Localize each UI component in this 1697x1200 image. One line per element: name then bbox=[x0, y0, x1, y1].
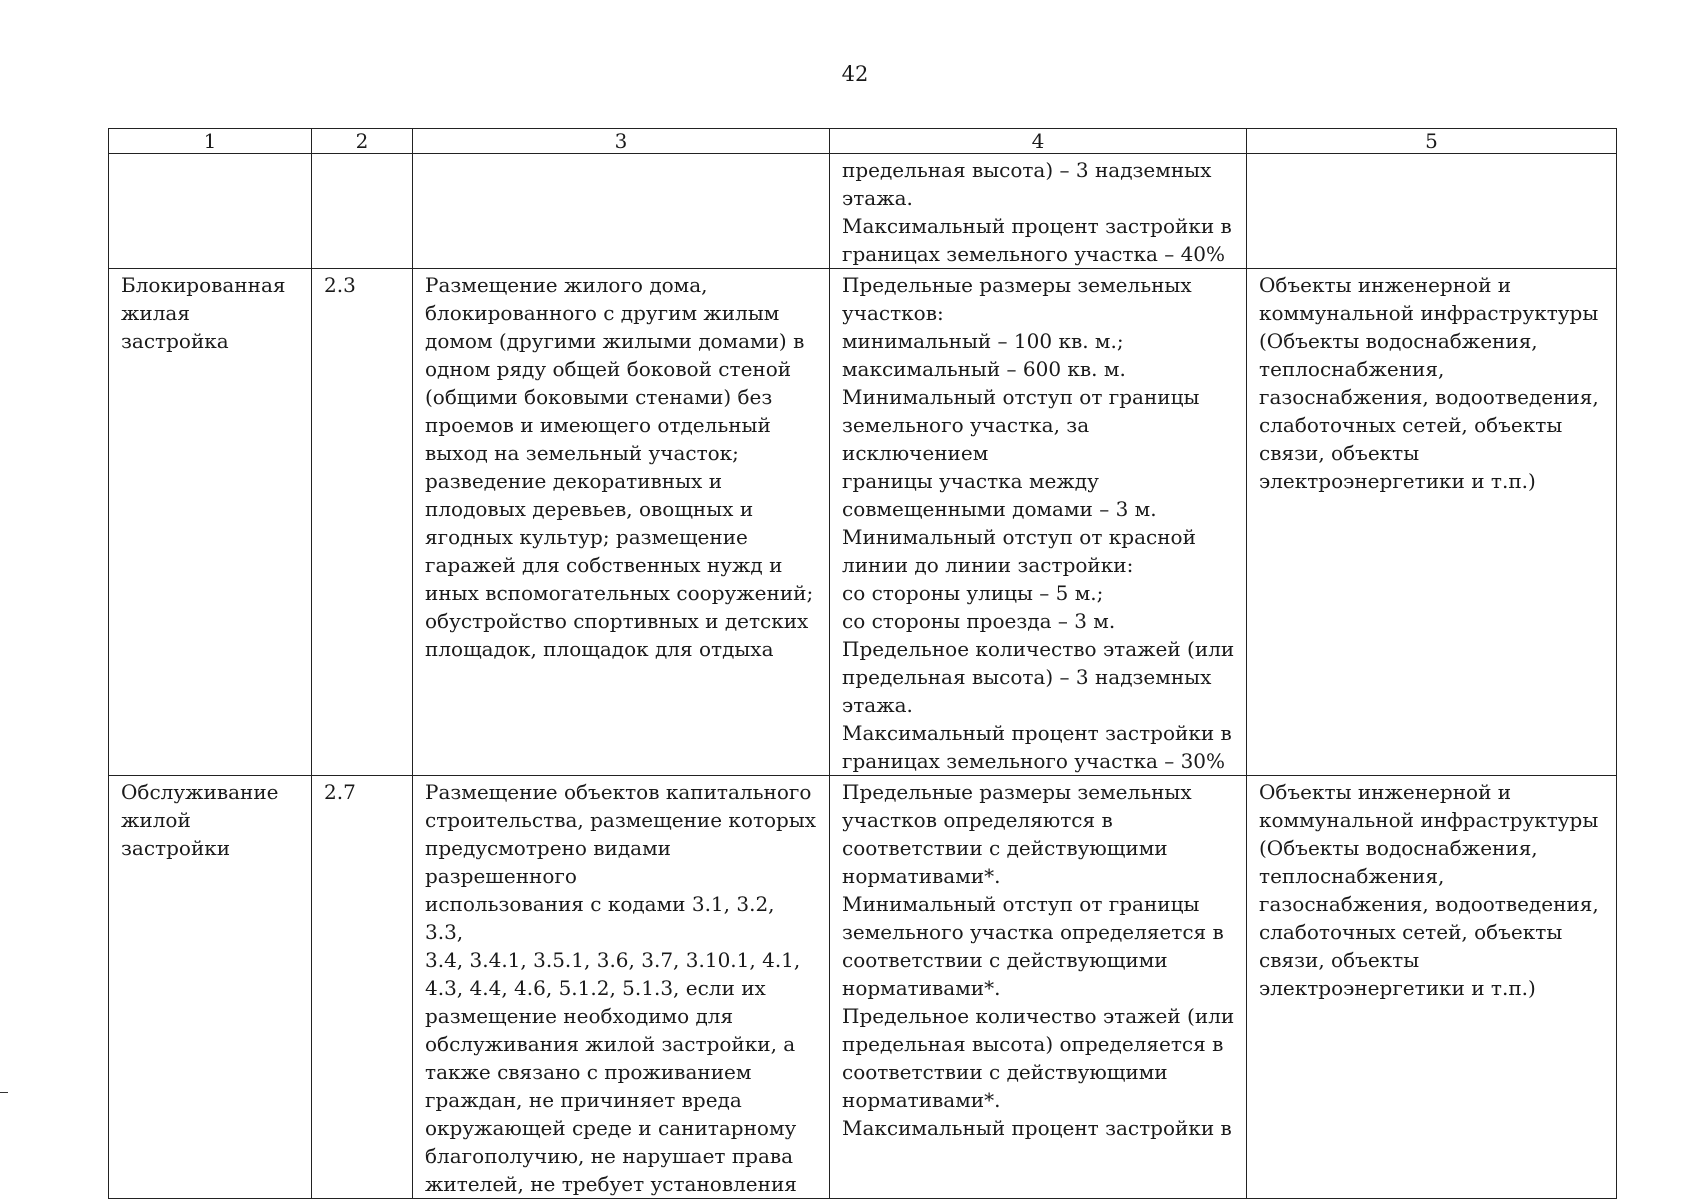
parameters-cell bbox=[830, 154, 1247, 269]
use-name-cell bbox=[109, 269, 312, 776]
use-code-cell bbox=[312, 269, 413, 776]
parameters-text: предельная высота) – 3 надземных этажа. Максимальный процент застройки в границах земельного участка – 40% bbox=[842, 158, 1232, 266]
use-description: Размещение объектов капитального строительства, размещение которых предусмотрено видами разрешенного использования с кодами 3.1, 3.2, 3.3, 3.4, 3.4.1, 3.5.1, 3.6, 3.7, 3.10.1, 4.1, 4.3, 4.4, 4.6, 5.1.2, 5.1.3, если их размещение необходимо для обслуживания жилой застройки, а также связано с проживанием граждан, не причиняет вреда окружающей среде и санитарному благополучию, не нарушает права жителей, не требует установления bbox=[425, 780, 817, 1196]
use-description-cell bbox=[413, 154, 830, 269]
margin-tick-mark bbox=[0, 1092, 8, 1093]
table-row bbox=[109, 269, 1617, 776]
table-row bbox=[109, 776, 1617, 1199]
column-header-3: 3 bbox=[413, 129, 830, 154]
column-header-4: 4 bbox=[830, 129, 1247, 154]
use-description: Размещение жилого дома, блокированного с другим жилым домом (другими жилыми домами) в одном ряду общей боковой стеной (общими боковыми стенами) без проемов и имеющего отдельный выход на земельный участок; разведение декоративных и плодовых деревьев, овощных и ягодных культур; размещение гаражей для собственных нужд и иных вспомогательных сооружений; обустройство спортивных и детских площадок, площадок для отдыха bbox=[425, 273, 814, 661]
auxiliary-use-text: Объекты инженерной и коммунальной инфраструктуры (Объекты водоснабжения, теплоснабжения, газоснабжения, водоотведения, слаботочных сетей, объекты связи, объекты электроэнергетики и т.п.) bbox=[1259, 273, 1599, 493]
parameters-cell bbox=[830, 269, 1247, 776]
use-code-cell bbox=[312, 776, 413, 1199]
use-name: Обслуживание жилой застройки bbox=[121, 780, 279, 860]
column-header-1: 1 bbox=[109, 129, 312, 154]
use-name-cell bbox=[109, 154, 312, 269]
table-header-row bbox=[109, 129, 1617, 154]
table-row bbox=[109, 154, 1617, 269]
auxiliary-use-cell bbox=[1247, 776, 1617, 1199]
page-number: 42 bbox=[841, 62, 869, 86]
zoning-table bbox=[108, 128, 1617, 1199]
column-header-2: 2 bbox=[312, 129, 413, 154]
column-header-5: 5 bbox=[1247, 129, 1617, 154]
use-description-cell bbox=[413, 776, 830, 1199]
use-name-cell bbox=[109, 776, 312, 1199]
use-code-cell bbox=[312, 154, 413, 269]
parameters-cell bbox=[830, 776, 1247, 1199]
auxiliary-use-cell bbox=[1247, 154, 1617, 269]
use-description-cell bbox=[413, 269, 830, 776]
use-code: 2.3 bbox=[324, 273, 356, 297]
auxiliary-use-cell bbox=[1247, 269, 1617, 776]
auxiliary-use-text: Объекты инженерной и коммунальной инфраструктуры (Объекты водоснабжения, теплоснабжения, газоснабжения, водоотведения, слаботочных сетей, объекты связи, объекты электроэнергетики и т.п.) bbox=[1259, 780, 1599, 1000]
parameters-text: Предельные размеры земельных участков определяются в соответствии с действующими нормативами*. Минимальный отступ от границы земельного участка определяется в соответствии с действующими нормативами*. Предельное количество этажей (или предельная высота) определяется в соответствии с действующими нормативами*. Максимальный процент застройки в bbox=[842, 780, 1235, 1140]
parameters-text: Предельные размеры земельных участков: минимальный – 100 кв. м.; максимальный – 600 кв. м. Минимальный отступ от границы земельного участка, за исключением границы участка между совмещенными домами – 3 м. Минимальный отступ от красной линии до линии застройки: со стороны улицы – 5 м.; со стороны проезда – 3 м. Предельное количество этажей (или предельная высота) – 3 надземных этажа. Максимальный процент застройки в границах земельного участка – 30% bbox=[842, 273, 1235, 773]
use-code: 2.7 bbox=[324, 780, 356, 804]
use-name: Блокированная жилая застройка bbox=[121, 273, 286, 353]
